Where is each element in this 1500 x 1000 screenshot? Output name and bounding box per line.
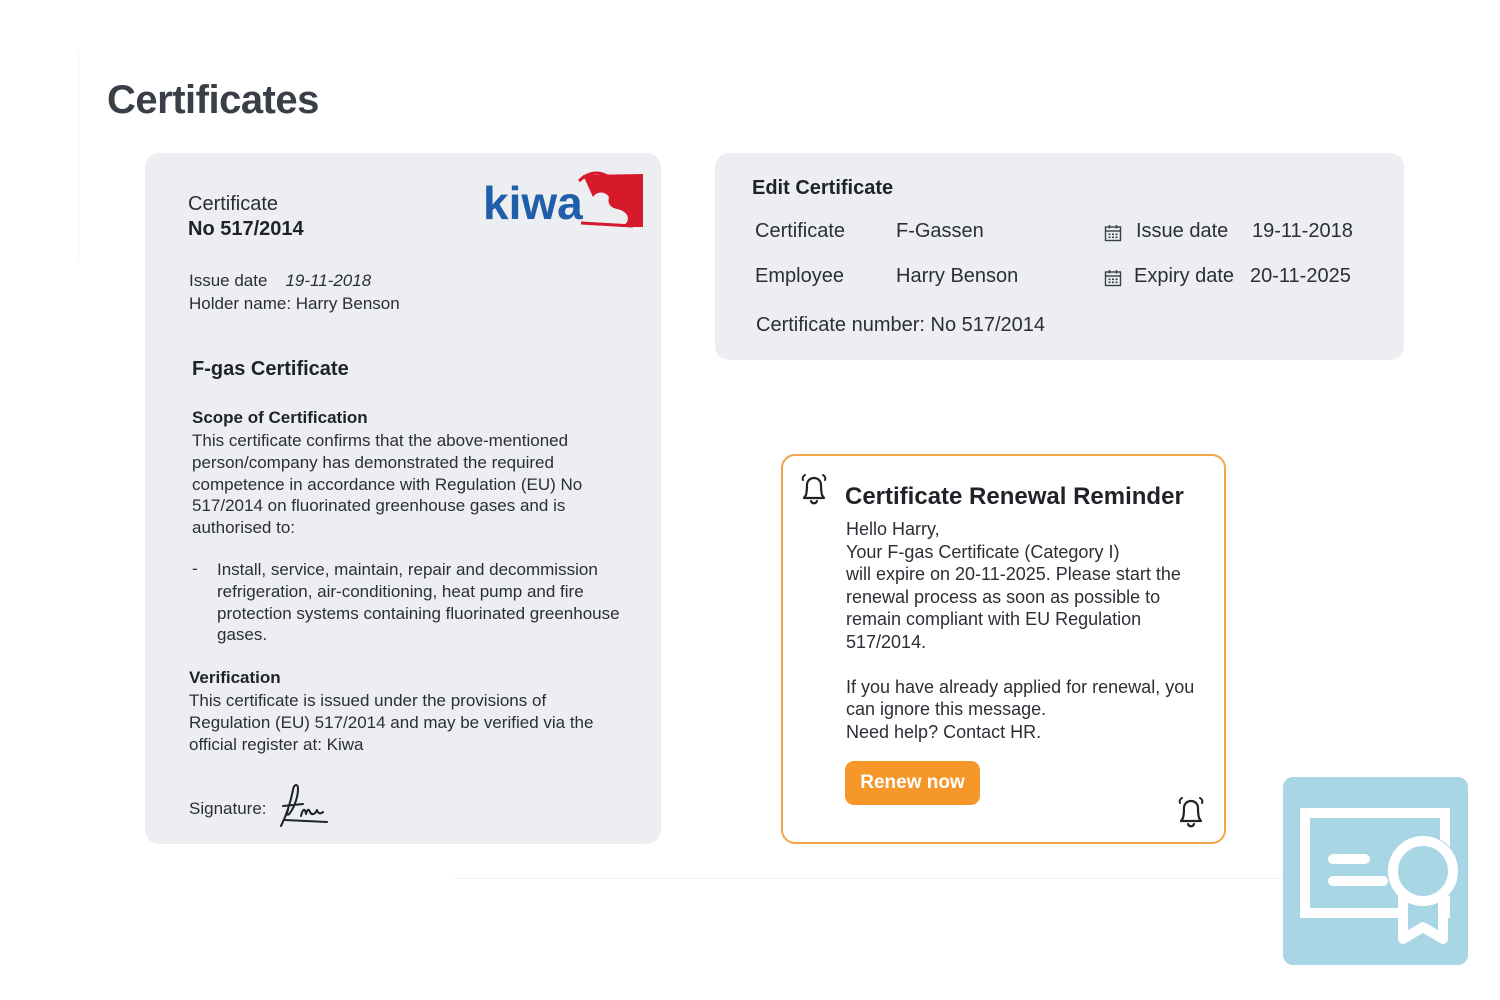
- reminder-title: Certificate Renewal Reminder: [845, 483, 1184, 510]
- scope-text: This certificate confirms that the above-mentioned person/company has demonstrated the required competence in accordance with Regulation (EU) No 517/2014 on fluorinated greenhouse gases and is authorised to:: [192, 431, 583, 538]
- issue-date-label: Issue date: [189, 271, 268, 290]
- bell-icon[interactable]: [1175, 796, 1207, 830]
- issue-date-field-label: Issue date: [1136, 220, 1229, 242]
- kiwa-logo-text: kiwa: [483, 177, 583, 229]
- bullet-text: Install, service, maintain, repair and decommission refrigeration, air-conditioning, heat pump and fire protection systems containing fluorinated greenhouse gases.: [217, 560, 620, 645]
- signature-label: Signature:: [189, 799, 267, 818]
- verification-heading: Verification: [189, 668, 281, 687]
- reminder-line-3: If you have already applied for renewal, you can ignore this message.: [846, 676, 1195, 720]
- certificate-icon: [1283, 777, 1468, 965]
- certificate-field-label: Certificate: [755, 220, 846, 242]
- reminder-line-2: will expire on 20-11-2025. Please start the renewal process as soon as possible to remain compliant with EU Regulation 517/2014.: [846, 564, 1181, 652]
- verification-text: This certificate is issued under the provisions of Regulation (EU) 517/2014 and may be verified via the official register at: Kiwa: [189, 691, 594, 754]
- document-title: F-gas Certificate: [192, 358, 349, 380]
- bell-icon: [798, 473, 830, 507]
- reminder-body: [846, 518, 1206, 743]
- reminder-line-1: Your F-gas Certificate (Category I): [846, 541, 1120, 562]
- certificate-number-line: Certificate number: No 517/2014: [756, 314, 1046, 336]
- renew-now-button[interactable]: Renew now: [845, 761, 980, 805]
- renewal-reminder-card: [781, 454, 1226, 844]
- issue-date-row: [189, 271, 371, 291]
- certificate-field-value[interactable]: F-Gassen: [896, 220, 984, 242]
- certificate-number: No 517/2014: [188, 218, 304, 240]
- signature-icon: [277, 780, 329, 830]
- edit-certificate-panel: [715, 153, 1404, 360]
- expiry-date-field-label: Expiry date: [1134, 265, 1235, 287]
- reminder-greeting: Hello Harry,: [846, 519, 940, 539]
- page-title: Certificates: [107, 78, 319, 122]
- kiwa-logo: [483, 171, 645, 231]
- issue-date-value: 19-11-2018: [285, 271, 372, 290]
- certificate-label: Certificate: [188, 193, 279, 215]
- certificate-icon-tile: [1283, 777, 1468, 965]
- reminder-line-4: Need help? Contact HR.: [846, 721, 1042, 742]
- calendar-icon[interactable]: [1104, 269, 1122, 287]
- issue-date-field-value[interactable]: 19-11-2018: [1252, 220, 1353, 242]
- employee-field-label: Employee: [755, 265, 844, 287]
- divider-vertical: [78, 50, 79, 260]
- bullet-dash: -: [192, 559, 198, 578]
- calendar-icon[interactable]: [1104, 224, 1122, 242]
- employee-field-value[interactable]: Harry Benson: [896, 265, 1019, 287]
- divider-horizontal: [455, 878, 1285, 879]
- certificate-document-card: [145, 153, 661, 844]
- edit-certificate-title: Edit Certificate: [752, 177, 894, 199]
- scope-heading: Scope of Certification: [192, 408, 368, 427]
- holder-name: Holder name: Harry Benson: [189, 294, 400, 313]
- expiry-date-field-value[interactable]: 20-11-2025: [1250, 265, 1351, 287]
